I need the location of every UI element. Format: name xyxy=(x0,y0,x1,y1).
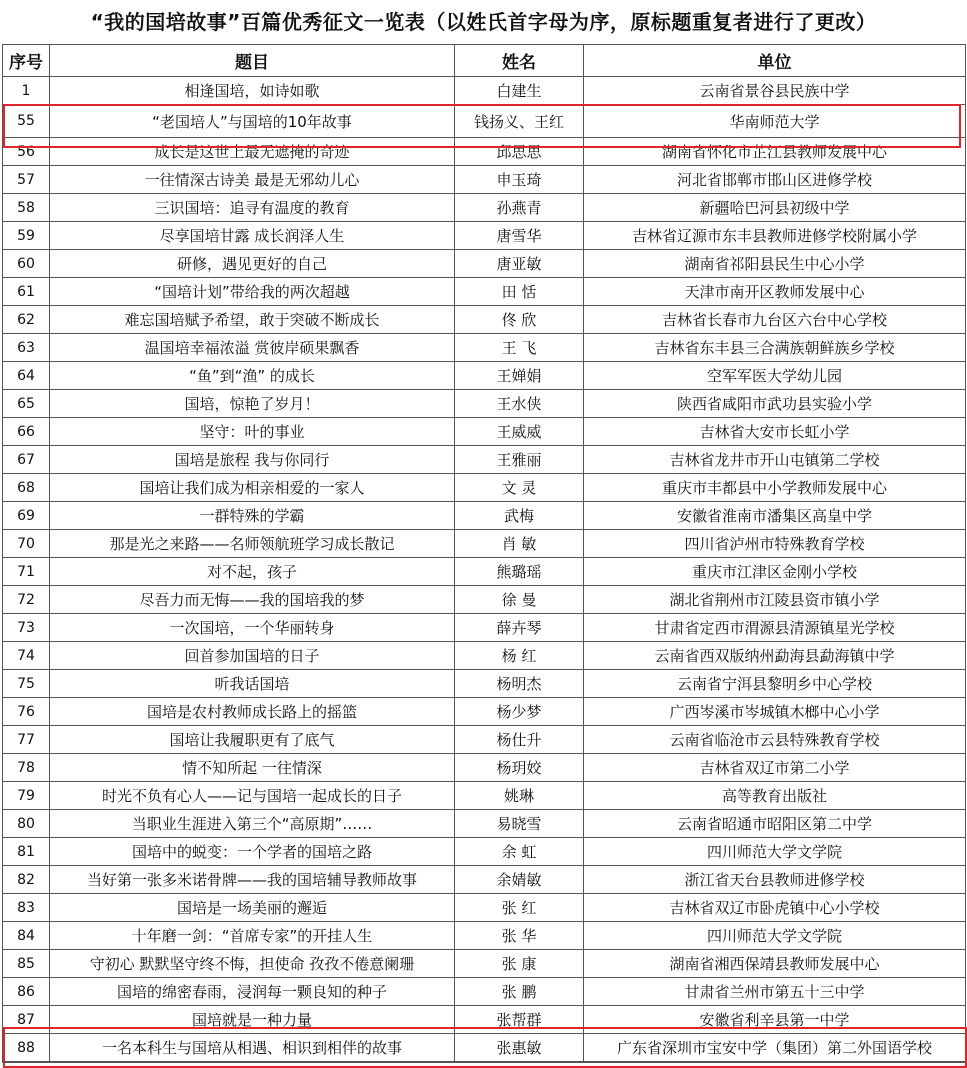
table-row xyxy=(3,418,966,446)
table-row xyxy=(3,194,966,222)
cell-index: 60 xyxy=(3,250,50,278)
cell-unit: 天津市南开区教师发展中心 xyxy=(584,278,966,306)
cell-name: 唐雪华 xyxy=(455,222,584,250)
table-row xyxy=(3,1034,966,1062)
cell-name: 张 鹏 xyxy=(455,978,584,1006)
cell-unit: 四川省泸州市特殊教育学校 xyxy=(584,530,966,558)
cell-index: 62 xyxy=(3,306,50,334)
table-row xyxy=(3,782,966,810)
cell-index: 65 xyxy=(3,390,50,418)
cell-title: 听我话国培 xyxy=(50,670,455,698)
cell-name: 佟 欣 xyxy=(455,306,584,334)
cell-title: 温国培幸福浓溢 赏彼岸硕果飘香 xyxy=(50,334,455,362)
cell-title: “国培计划”带给我的两次超越 xyxy=(50,278,455,306)
cell-name: 余 虹 xyxy=(455,838,584,866)
cell-unit: 吉林省辽源市东丰县教师进修学校附属小学 xyxy=(584,222,966,250)
table-row xyxy=(3,278,966,306)
table-row xyxy=(3,726,966,754)
column-header-unit: 单位 xyxy=(584,45,966,77)
cell-unit: 甘肃省定西市渭源县清源镇星光学校 xyxy=(584,614,966,642)
table-row xyxy=(3,138,966,166)
cell-name: 王威威 xyxy=(455,418,584,446)
cell-unit: 陕西省咸阳市武功县实验小学 xyxy=(584,390,966,418)
cell-name: 薛卉琴 xyxy=(455,614,584,642)
cell-index: 73 xyxy=(3,614,50,642)
table-row xyxy=(3,1006,966,1034)
cell-name: 钱扬义、王红 xyxy=(455,105,584,138)
cell-index: 88 xyxy=(3,1034,50,1062)
cell-title: 时光不负有心人——记与国培一起成长的日子 xyxy=(50,782,455,810)
cell-unit: 广东省深圳市宝安中学（集团）第二外国语学校 xyxy=(584,1034,966,1062)
cell-title: 国培中的蜕变：一个学者的国培之路 xyxy=(50,838,455,866)
table-row xyxy=(3,922,966,950)
cell-unit: 广西岑溪市岑城镇木榔中心小学 xyxy=(584,698,966,726)
cell-unit: 吉林省长春市九台区六台中心学校 xyxy=(584,306,966,334)
cell-index: 70 xyxy=(3,530,50,558)
cell-title: 尽享国培甘露 成长润泽人生 xyxy=(50,222,455,250)
cell-title: 难忘国培赋予希望，敢于突破不断成长 xyxy=(50,306,455,334)
cell-index: 55 xyxy=(3,105,50,138)
cell-index: 71 xyxy=(3,558,50,586)
cell-name: 杨仕升 xyxy=(455,726,584,754)
table-row xyxy=(3,670,966,698)
table-header-row xyxy=(3,45,966,77)
cell-name: 张 康 xyxy=(455,950,584,978)
cell-index: 57 xyxy=(3,166,50,194)
cell-title: 当好第一张多米诺骨牌——我的国培辅导教师故事 xyxy=(50,866,455,894)
cell-title: 一群特殊的学霸 xyxy=(50,502,455,530)
cell-title: 国培让我们成为相亲相爱的一家人 xyxy=(50,474,455,502)
cell-name: 王雅丽 xyxy=(455,446,584,474)
cell-name: 杨明杰 xyxy=(455,670,584,698)
table-row xyxy=(3,334,966,362)
table-row xyxy=(3,978,966,1006)
cell-name: 姚琳 xyxy=(455,782,584,810)
table-row xyxy=(3,894,966,922)
cell-name: 杨 红 xyxy=(455,642,584,670)
cell-unit: 湖南省祁阳县民生中心小学 xyxy=(584,250,966,278)
cell-unit: 湖南省怀化市芷江县教师发展中心 xyxy=(584,138,966,166)
cell-index: 58 xyxy=(3,194,50,222)
cell-name: 王婵娟 xyxy=(455,362,584,390)
cell-title: 十年磨一剑：“首席专家”的开挂人生 xyxy=(50,922,455,950)
table-row xyxy=(3,754,966,782)
cell-title: 成长是这世上最无遮掩的奇迹 xyxy=(50,138,455,166)
cell-index: 66 xyxy=(3,418,50,446)
cell-index: 85 xyxy=(3,950,50,978)
cell-name: 邱思思 xyxy=(455,138,584,166)
cell-name: 杨少梦 xyxy=(455,698,584,726)
cell-unit: 重庆市丰都县中小学教师发展中心 xyxy=(584,474,966,502)
cell-name: 王水侠 xyxy=(455,390,584,418)
cell-title: 国培的绵密春雨，浸润每一颗良知的种子 xyxy=(50,978,455,1006)
cell-index: 63 xyxy=(3,334,50,362)
table-row xyxy=(3,250,966,278)
cell-index: 67 xyxy=(3,446,50,474)
table-row xyxy=(3,502,966,530)
cell-title: 三识国培：追寻有温度的教育 xyxy=(50,194,455,222)
cell-name: 唐亚敏 xyxy=(455,250,584,278)
cell-title: 情不知所起 一往情深 xyxy=(50,754,455,782)
cell-unit: 云南省宁洱县黎明乡中心学校 xyxy=(584,670,966,698)
cell-title: 国培是旅程 我与你同行 xyxy=(50,446,455,474)
cell-unit: 四川师范大学文学院 xyxy=(584,922,966,950)
table-row xyxy=(3,614,966,642)
cell-name: 张 红 xyxy=(455,894,584,922)
cell-title: 一次国培，一个华丽转身 xyxy=(50,614,455,642)
cell-unit: 华南师范大学 xyxy=(584,105,966,138)
cell-index: 81 xyxy=(3,838,50,866)
cell-name: 张帮群 xyxy=(455,1006,584,1034)
table-row xyxy=(3,530,966,558)
cell-index: 61 xyxy=(3,278,50,306)
cell-index: 83 xyxy=(3,894,50,922)
cell-title: 那是光之来路——名师领航班学习成长散记 xyxy=(50,530,455,558)
table-row xyxy=(3,306,966,334)
cell-unit: 空军军医大学幼儿园 xyxy=(584,362,966,390)
cell-title: 尽吾力而无悔——我的国培我的梦 xyxy=(50,586,455,614)
cell-name: 肖 敏 xyxy=(455,530,584,558)
cell-title: 坚守：叶的事业 xyxy=(50,418,455,446)
table-row xyxy=(3,390,966,418)
table-row xyxy=(3,642,966,670)
cell-index: 68 xyxy=(3,474,50,502)
cell-unit: 四川师范大学文学院 xyxy=(584,838,966,866)
cell-name: 熊璐瑶 xyxy=(455,558,584,586)
cell-name: 余婧敏 xyxy=(455,866,584,894)
cell-title: 国培是一场美丽的邂逅 xyxy=(50,894,455,922)
cell-index: 87 xyxy=(3,1006,50,1034)
cell-name: 孙燕青 xyxy=(455,194,584,222)
cell-title: 国培，惊艳了岁月！ xyxy=(50,390,455,418)
cell-title: 一名本科生与国培从相遇、相识到相伴的故事 xyxy=(50,1034,455,1062)
table-row xyxy=(3,105,966,138)
cell-title: 一往情深古诗美 最是无邪幼儿心 xyxy=(50,166,455,194)
cell-title: 当职业生涯进入第三个“高原期”…… xyxy=(50,810,455,838)
table-row xyxy=(3,446,966,474)
table-row xyxy=(3,586,966,614)
cell-unit: 河北省邯郸市邯山区进修学校 xyxy=(584,166,966,194)
cell-unit: 安徽省淮南市潘集区高皇中学 xyxy=(584,502,966,530)
cell-index: 79 xyxy=(3,782,50,810)
table-row xyxy=(3,838,966,866)
cell-unit: 甘肃省兰州市第五十三中学 xyxy=(584,978,966,1006)
cell-title: 国培是农村教师成长路上的摇篮 xyxy=(50,698,455,726)
cell-unit: 高等教育出版社 xyxy=(584,782,966,810)
cell-title: 回首参加国培的日子 xyxy=(50,642,455,670)
cell-name: 徐 曼 xyxy=(455,586,584,614)
cell-index: 75 xyxy=(3,670,50,698)
cell-unit: 吉林省东丰县三合满族朝鲜族乡学校 xyxy=(584,334,966,362)
cell-index: 56 xyxy=(3,138,50,166)
column-header-name: 姓名 xyxy=(455,45,584,77)
cell-index: 74 xyxy=(3,642,50,670)
cell-title: “鱼”到“渔” 的成长 xyxy=(50,362,455,390)
cell-unit: 湖南省湘西保靖县教师发展中心 xyxy=(584,950,966,978)
column-header-title: 题目 xyxy=(50,45,455,77)
table-row xyxy=(3,558,966,586)
cell-unit: 吉林省双辽市第二小学 xyxy=(584,754,966,782)
cell-title: 研修，遇见更好的自己 xyxy=(50,250,455,278)
cell-unit: 吉林省双辽市卧虎镇中心小学校 xyxy=(584,894,966,922)
table-row xyxy=(3,950,966,978)
cell-unit: 云南省临沧市云县特殊教育学校 xyxy=(584,726,966,754)
essay-table xyxy=(2,44,966,1062)
cell-index: 72 xyxy=(3,586,50,614)
cell-title: 对不起，孩子 xyxy=(50,558,455,586)
cell-title: 国培就是一种力量 xyxy=(50,1006,455,1034)
cell-index: 82 xyxy=(3,866,50,894)
cell-unit: 安徽省利辛县第一中学 xyxy=(584,1006,966,1034)
cell-name: 易晓雪 xyxy=(455,810,584,838)
table-row xyxy=(3,166,966,194)
cell-index: 84 xyxy=(3,922,50,950)
cell-name: 王 飞 xyxy=(455,334,584,362)
cell-name: 杨玥姣 xyxy=(455,754,584,782)
cell-unit: 浙江省天台县教师进修学校 xyxy=(584,866,966,894)
column-header-index: 序号 xyxy=(3,45,50,77)
table-row xyxy=(3,362,966,390)
cell-unit: 云南省景谷县民族中学 xyxy=(584,77,966,105)
table-row xyxy=(3,866,966,894)
table-row xyxy=(3,810,966,838)
cell-unit: 云南省昭通市昭阳区第二中学 xyxy=(584,810,966,838)
cell-name: 张 华 xyxy=(455,922,584,950)
cell-name: 武梅 xyxy=(455,502,584,530)
cell-title: 国培让我履职更有了底气 xyxy=(50,726,455,754)
cell-unit: 吉林省大安市长虹小学 xyxy=(584,418,966,446)
table-row xyxy=(3,77,966,105)
cell-index: 76 xyxy=(3,698,50,726)
cell-index: 80 xyxy=(3,810,50,838)
table-row xyxy=(3,698,966,726)
cell-index: 59 xyxy=(3,222,50,250)
cell-name: 田 恬 xyxy=(455,278,584,306)
cell-index: 69 xyxy=(3,502,50,530)
cell-index: 86 xyxy=(3,978,50,1006)
cell-name: 文 灵 xyxy=(455,474,584,502)
cell-unit: 吉林省龙井市开山屯镇第二学校 xyxy=(584,446,966,474)
table-row xyxy=(3,222,966,250)
cell-unit: 重庆市江津区金刚小学校 xyxy=(584,558,966,586)
cell-unit: 湖北省荆州市江陵县资市镇小学 xyxy=(584,586,966,614)
cell-name: 申玉琦 xyxy=(455,166,584,194)
cell-index: 64 xyxy=(3,362,50,390)
cell-unit: 新疆哈巴河县初级中学 xyxy=(584,194,966,222)
partial-next-row xyxy=(2,1062,965,1067)
cell-index: 1 xyxy=(3,77,50,105)
page-title: “我的国培故事”百篇优秀征文一览表（以姓氏首字母为序，原标题重复者进行了更改） xyxy=(90,10,877,34)
cell-unit: 云南省西双版纳州勐海县勐海镇中学 xyxy=(584,642,966,670)
cell-index: 78 xyxy=(3,754,50,782)
cell-index: 77 xyxy=(3,726,50,754)
cell-title: “老国培人”与国培的10年故事 xyxy=(50,105,455,138)
table-row xyxy=(3,474,966,502)
cell-name: 白建生 xyxy=(455,77,584,105)
cell-name: 张惠敏 xyxy=(455,1034,584,1062)
cell-title: 守初心 默默坚守终不悔，担使命 孜孜不倦意阑珊 xyxy=(50,950,455,978)
cell-title: 相逢国培，如诗如歌 xyxy=(50,77,455,105)
